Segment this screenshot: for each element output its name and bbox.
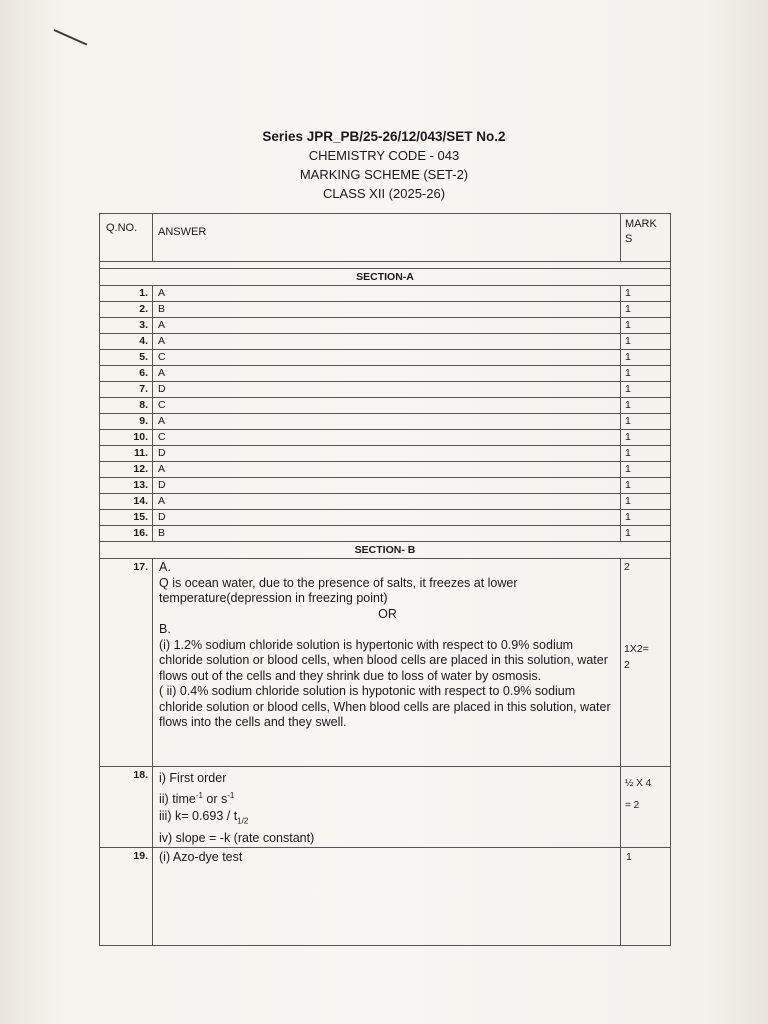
q17-part-a-label: A. bbox=[159, 560, 171, 574]
mcq-row bbox=[100, 366, 671, 382]
scheme-line: MARKING SCHEME (SET-2) bbox=[299, 167, 469, 182]
mcq-row bbox=[100, 398, 671, 414]
q17-part-b-ii: ( ii) 0.4% sodium chloride solution is hypotonic with respect to 0.9% sodium chloride solution or blood cells, When blood cells are placed in this solution, water flows into the cells and they swell. bbox=[159, 684, 611, 729]
spacer-row bbox=[100, 262, 671, 269]
mcq-mark: 1 bbox=[621, 478, 671, 494]
q17-mark-b-2: 2 bbox=[624, 659, 630, 671]
mcq-row bbox=[100, 510, 671, 526]
subject-line: CHEMISTRY CODE - 043 bbox=[308, 148, 460, 163]
mcq-question-number: 6. bbox=[100, 366, 153, 382]
mcq-question-number: 14. bbox=[100, 494, 153, 510]
marks-header: MARK S bbox=[621, 214, 671, 262]
mcq-question-number: 13. bbox=[100, 478, 153, 494]
question-19-row bbox=[100, 848, 671, 946]
mcq-question-number: 4. bbox=[100, 334, 153, 350]
q17-marks bbox=[621, 559, 671, 767]
mcq-mark: 1 bbox=[621, 382, 671, 398]
q17-number: 17. bbox=[100, 559, 153, 767]
mcq-question-number: 11. bbox=[100, 446, 153, 462]
mcq-answer: B bbox=[153, 526, 621, 542]
mcq-question-number: 3. bbox=[100, 318, 153, 334]
answer-header: ANSWER bbox=[153, 214, 621, 262]
pen-mark bbox=[54, 29, 88, 45]
q18-marks bbox=[621, 767, 671, 848]
mcq-answer: A bbox=[153, 462, 621, 478]
section-b-row bbox=[100, 542, 671, 559]
mcq-mark: 1 bbox=[621, 366, 671, 382]
mcq-mark: 1 bbox=[621, 286, 671, 302]
series-line: Series JPR_PB/25-26/12/043/SET No.2 bbox=[262, 129, 506, 144]
mcq-mark: 1 bbox=[621, 462, 671, 478]
q18-iv: iv) slope = -k (rate constant) bbox=[159, 830, 315, 845]
mcq-mark: 1 bbox=[621, 302, 671, 318]
mcq-row bbox=[100, 350, 671, 366]
question-17-row bbox=[100, 559, 671, 767]
q18-iii: iii) $k= 0.693 / t_{1/2}$ bbox=[159, 809, 249, 826]
section-a-row bbox=[100, 269, 671, 286]
mcq-mark: 1 bbox=[621, 414, 671, 430]
mcq-mark: 1 bbox=[621, 398, 671, 414]
q17-or: OR bbox=[378, 606, 397, 621]
mcq-row bbox=[100, 462, 671, 478]
question-18-row bbox=[100, 767, 671, 848]
mcq-question-number: 7. bbox=[100, 382, 153, 398]
q18-answer bbox=[153, 767, 621, 848]
mcq-answer: C bbox=[153, 350, 621, 366]
q18-number: 18. bbox=[100, 767, 153, 848]
q17-answer bbox=[153, 559, 621, 767]
mcq-answer: D bbox=[153, 446, 621, 462]
class-line: CLASS XII (2025-26) bbox=[322, 186, 446, 201]
mcq-answer: A bbox=[153, 318, 621, 334]
qno-header: Q.NO. bbox=[100, 214, 153, 262]
mcq-answer: A bbox=[153, 414, 621, 430]
mcq-answer: D bbox=[153, 510, 621, 526]
q19-answer: (i) Azo-dye test bbox=[153, 848, 621, 946]
section-a-title: SECTION-A bbox=[100, 269, 671, 286]
mcq-answer: A bbox=[153, 494, 621, 510]
q17-mark-a: 2 bbox=[624, 561, 630, 573]
mcq-answer: B bbox=[153, 302, 621, 318]
mcq-row bbox=[100, 318, 671, 334]
mcq-answer: C bbox=[153, 398, 621, 414]
q18-mark-2: = 2 bbox=[625, 800, 640, 811]
mcq-answer: A bbox=[153, 366, 621, 382]
mcq-answer: D bbox=[153, 382, 621, 398]
mcq-question-number: 12. bbox=[100, 462, 153, 478]
mcq-answer: C bbox=[153, 430, 621, 446]
document-header bbox=[0, 127, 768, 203]
mcq-mark: 1 bbox=[621, 526, 671, 542]
mcq-row bbox=[100, 414, 671, 430]
mcq-row bbox=[100, 382, 671, 398]
mcq-question-number: 15. bbox=[100, 510, 153, 526]
q18-mark-1: ½ X 4 bbox=[625, 778, 652, 789]
q19-number: 19. bbox=[100, 848, 153, 946]
mcq-row bbox=[100, 302, 671, 318]
table-header-row bbox=[100, 214, 671, 262]
mcq-mark: 1 bbox=[621, 318, 671, 334]
q18-ii: ii) time$^{-1}$ or $s^{-1}$ bbox=[159, 791, 235, 807]
marking-scheme-table bbox=[99, 213, 671, 946]
mcq-question-number: 2. bbox=[100, 302, 153, 318]
mcq-question-number: 5. bbox=[100, 350, 153, 366]
mcq-mark: 1 bbox=[621, 446, 671, 462]
mcq-row bbox=[100, 478, 671, 494]
mcq-mark: 1 bbox=[621, 510, 671, 526]
mcq-row bbox=[100, 494, 671, 510]
mcq-row bbox=[100, 286, 671, 302]
mcq-answer: A bbox=[153, 286, 621, 302]
mcq-mark: 1 bbox=[621, 494, 671, 510]
mcq-question-number: 8. bbox=[100, 398, 153, 414]
q17-part-a-text: Q is ocean water, due to the presence of salts, it freezes at lower temperature(depression in freezing point) bbox=[159, 575, 518, 605]
mcq-row bbox=[100, 526, 671, 542]
q17-part-b-i: (i) 1.2% sodium chloride solution is hypertonic with respect to 0.9% sodium chloride solution or blood cells, when blood cells are placed in this solution, water flows out of the cells and they shrink due to loss of water by osmosis. bbox=[159, 637, 608, 683]
mcq-answer: A bbox=[153, 334, 621, 350]
mcq-question-number: 1. bbox=[100, 286, 153, 302]
mcq-row bbox=[100, 334, 671, 350]
mcq-row bbox=[100, 430, 671, 446]
q18-i: i) First order bbox=[159, 771, 227, 785]
mcq-question-number: 9. bbox=[100, 414, 153, 430]
mcq-mark: 1 bbox=[621, 334, 671, 350]
mcq-mark: 1 bbox=[621, 350, 671, 366]
q17-mark-b-1: 1X2= bbox=[624, 643, 649, 655]
q17-part-b-label: B. bbox=[159, 622, 171, 636]
mcq-question-number: 10. bbox=[100, 430, 153, 446]
mcq-row bbox=[100, 446, 671, 462]
section-b-title: SECTION- B bbox=[100, 542, 671, 559]
mcq-question-number: 16. bbox=[100, 526, 153, 542]
q19-marks: 1 bbox=[621, 848, 671, 946]
mcq-answer: D bbox=[153, 478, 621, 494]
mcq-mark: 1 bbox=[621, 430, 671, 446]
